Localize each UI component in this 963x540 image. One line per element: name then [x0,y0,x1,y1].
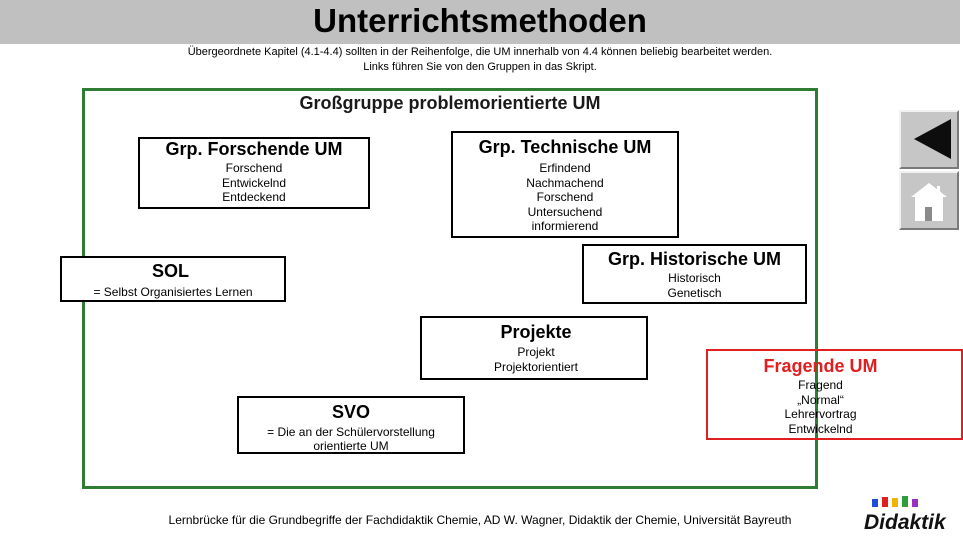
triangle-left-icon [901,112,957,167]
list-item: Forschend [225,161,283,175]
sol-title[interactable]: SOL [152,261,190,281]
historische-um-list [582,271,807,300]
forschende-um-list [138,161,370,205]
svo-note [237,425,465,453]
list-item: Forschend [536,190,594,204]
list-item: Untersuchend [527,204,603,219]
list-item: Entdeckend [222,190,286,204]
logo-text: Didaktik [864,511,946,534]
home-button[interactable] [899,171,959,230]
forschende-um-title[interactable]: Grp. Forschende UM [165,139,343,159]
list-item: Fragend [798,378,843,392]
historische-um-title[interactable]: Grp. Historische UM [607,249,782,269]
list-item: Erfindend [539,161,591,175]
list-item: „Normal“ [797,392,844,407]
back-button[interactable] [899,110,959,169]
technische-um-title[interactable]: Grp. Technische UM [478,137,652,157]
fragende-um-list [692,378,949,436]
list-item: Entwickelnd [788,421,853,436]
list-item: Lehrervortrag [784,407,857,421]
projekte-list [420,345,652,374]
home-icon [901,173,957,228]
footer-text: Lernbrücke für die Grundbegriffe der Fachdidaktik Chemie, AD W. Wagner, Didaktik der Chemie, Universität Bayreuth [168,513,792,527]
note-line: = Die an der Schülervorstellung [267,425,435,439]
svo-title[interactable]: SVO [331,402,370,422]
list-item: Genetisch [667,285,722,300]
note-line: orientierte UM [313,439,389,453]
list-item: Historisch [668,271,721,285]
projekte-title[interactable]: Projekte [500,322,572,342]
page-subtitle [100,45,860,75]
list-item: informierend [531,219,599,233]
sol-note: = Selbst Organisiertes Lernen [93,285,253,299]
fragende-um-title[interactable]: Fragende UM [763,356,878,376]
problem-oriented-group-title[interactable]: Großgruppe problemorientierte UM [299,93,601,113]
list-item: Entwickelnd [221,175,287,190]
subtitle-line: Übergeordnete Kapitel (4.1-4.4) sollten in der Reihenfolge, die UM innerhalb von 4.4 können beliebig bearbeitet werden. [187,46,773,58]
subtitle-line: Links führen Sie von den Gruppen in das Skript. [363,61,597,73]
didaktik-logo [862,496,946,536]
list-item: Projekt [517,345,555,359]
list-item: Nachmachend [526,175,604,190]
page-title: Unterrichtsmethoden [313,2,647,39]
technische-um-list [451,161,679,234]
list-item: Projektorientiert [493,359,579,374]
